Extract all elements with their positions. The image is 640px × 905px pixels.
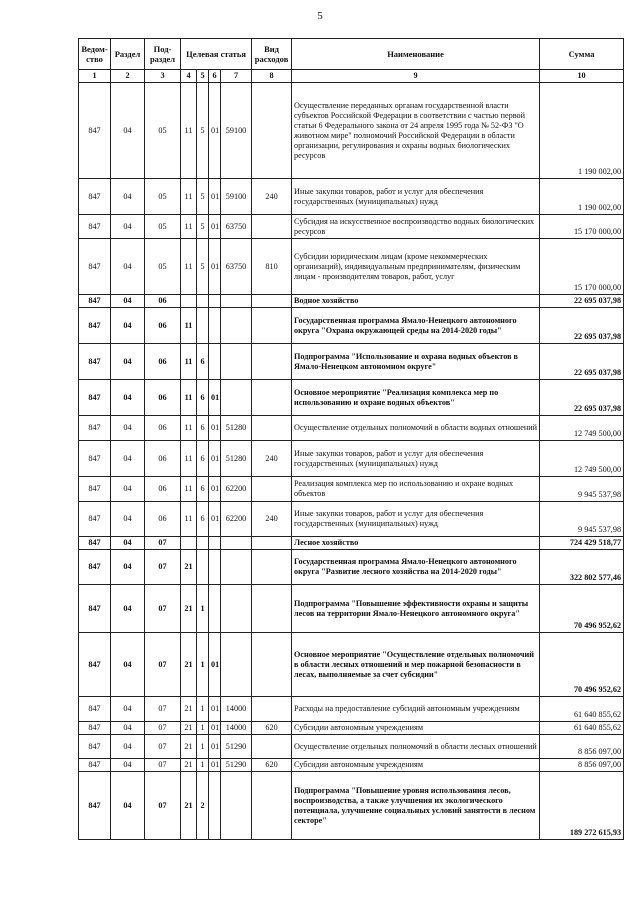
razdel-cell: 04 xyxy=(111,697,145,722)
program-code-cell: 21 xyxy=(181,550,197,585)
event-code-cell: 01 xyxy=(209,722,221,735)
podrazdel-cell: 06 xyxy=(145,502,181,537)
table-row xyxy=(79,416,624,441)
name-cell: Иные закупки товаров, работ и услуг для обеспечения государственных (муниципальных) нужд xyxy=(292,441,540,477)
subprogram-code-cell: 1 xyxy=(197,585,209,633)
expense-type-cell xyxy=(252,380,292,416)
program-code-cell xyxy=(181,295,197,308)
table-row xyxy=(79,722,624,735)
event-code-cell xyxy=(209,537,221,550)
direction-code-cell: 51280 xyxy=(221,416,252,441)
razdel-cell: 04 xyxy=(111,83,145,179)
program-code-cell: 21 xyxy=(181,722,197,735)
name-cell: Подпрограмма "Повышение эффективности охраны и защиты лесов на территории Ямало-Ненецкого автономного округа" xyxy=(292,585,540,633)
header-summa: Сумма xyxy=(540,39,624,70)
direction-code-cell: 51290 xyxy=(221,735,252,759)
name-cell: Основное мероприятие "Осуществление отдельных полномочий в области лесных отношений и мер пожарной безопасности в лесах, выполняемые за счет субсидии" xyxy=(292,633,540,697)
column-number: 2 xyxy=(111,70,145,83)
program-code-cell: 11 xyxy=(181,215,197,239)
expense-type-cell xyxy=(252,633,292,697)
razdel-cell: 04 xyxy=(111,772,145,840)
program-code-cell: 11 xyxy=(181,502,197,537)
event-code-cell: 01 xyxy=(209,179,221,215)
subprogram-code-cell: 1 xyxy=(197,633,209,697)
subprogram-code-cell: 6 xyxy=(197,502,209,537)
name-cell: Реализация комплекса мер по использованию и охране водных объектов xyxy=(292,477,540,502)
razdel-cell: 04 xyxy=(111,344,145,380)
table-row xyxy=(79,380,624,416)
razdel-cell: 04 xyxy=(111,722,145,735)
subprogram-code-cell: 5 xyxy=(197,239,209,295)
event-code-cell: 01 xyxy=(209,239,221,295)
amount-cell: 70 496 952,62 xyxy=(540,633,624,697)
podrazdel-cell: 07 xyxy=(145,697,181,722)
vedomstvo-cell: 847 xyxy=(79,759,111,772)
event-code-cell: 01 xyxy=(209,380,221,416)
event-code-cell: 01 xyxy=(209,477,221,502)
razdel-cell: 04 xyxy=(111,550,145,585)
subprogram-code-cell xyxy=(197,550,209,585)
event-code-cell: 01 xyxy=(209,83,221,179)
amount-cell: 22 695 037,98 xyxy=(540,344,624,380)
expense-type-cell: 240 xyxy=(252,502,292,537)
name-cell: Водное хозяйство xyxy=(292,295,540,308)
event-code-cell xyxy=(209,344,221,380)
event-code-cell: 01 xyxy=(209,502,221,537)
table-row xyxy=(79,633,624,697)
subprogram-code-cell: 1 xyxy=(197,735,209,759)
program-code-cell: 11 xyxy=(181,239,197,295)
podrazdel-cell: 05 xyxy=(145,83,181,179)
podrazdel-cell: 06 xyxy=(145,441,181,477)
amount-cell: 1 190 002,00 xyxy=(540,179,624,215)
subprogram-code-cell: 5 xyxy=(197,215,209,239)
subprogram-code-cell xyxy=(197,308,209,344)
amount-cell: 22 695 037,98 xyxy=(540,308,624,344)
expense-type-cell xyxy=(252,215,292,239)
subprogram-code-cell: 6 xyxy=(197,344,209,380)
podrazdel-cell: 07 xyxy=(145,735,181,759)
name-cell: Субсидии автономным учреждениям xyxy=(292,759,540,772)
event-code-cell: 01 xyxy=(209,697,221,722)
amount-cell: 22 695 037,98 xyxy=(540,380,624,416)
vedomstvo-cell: 847 xyxy=(79,441,111,477)
column-number: 8 xyxy=(252,70,292,83)
event-code-cell xyxy=(209,550,221,585)
header-razdel: Раздел xyxy=(111,39,145,70)
podrazdel-cell: 07 xyxy=(145,585,181,633)
podrazdel-cell: 07 xyxy=(145,633,181,697)
program-code-cell: 11 xyxy=(181,441,197,477)
name-cell: Подпрограмма "Повышение уровня использования лесов, воспроизводства, а также улучшения их экологического потенциала, улучшение социальных условий занятости в лесном секторе" xyxy=(292,772,540,840)
program-code-cell: 11 xyxy=(181,179,197,215)
expense-type-cell xyxy=(252,344,292,380)
vedomstvo-cell: 847 xyxy=(79,722,111,735)
table-row xyxy=(79,477,624,502)
subprogram-code-cell: 6 xyxy=(197,441,209,477)
podrazdel-cell: 06 xyxy=(145,344,181,380)
name-cell: Субсидии автономным учреждениям xyxy=(292,722,540,735)
podrazdel-cell: 06 xyxy=(145,416,181,441)
subprogram-code-cell: 2 xyxy=(197,772,209,840)
name-cell: Подпрограмма "Использование и охрана водных объектов в Ямало-Ненецком автономном округе" xyxy=(292,344,540,380)
table-row xyxy=(79,537,624,550)
expense-type-cell: 240 xyxy=(252,441,292,477)
program-code-cell: 11 xyxy=(181,380,197,416)
table-row xyxy=(79,179,624,215)
direction-code-cell: 59100 xyxy=(221,179,252,215)
expense-type-cell xyxy=(252,772,292,840)
vedomstvo-cell: 847 xyxy=(79,308,111,344)
subprogram-code-cell: 1 xyxy=(197,759,209,772)
expense-type-cell: 620 xyxy=(252,759,292,772)
direction-code-cell: 62200 xyxy=(221,502,252,537)
razdel-cell: 04 xyxy=(111,441,145,477)
amount-cell: 189 272 615,93 xyxy=(540,772,624,840)
direction-code-cell: 14000 xyxy=(221,697,252,722)
table-row xyxy=(79,215,624,239)
vedomstvo-cell: 847 xyxy=(79,239,111,295)
event-code-cell xyxy=(209,772,221,840)
subprogram-code-cell xyxy=(197,537,209,550)
expense-type-cell xyxy=(252,537,292,550)
program-code-cell: 11 xyxy=(181,344,197,380)
table-row xyxy=(79,239,624,295)
name-cell: Субсидии юридическим лицам (кроме некоммерческих организаций), индивидуальным предпринимателям, физическим лицам - производителям товаров, работ, услуг xyxy=(292,239,540,295)
program-code-cell: 21 xyxy=(181,633,197,697)
program-code-cell: 21 xyxy=(181,585,197,633)
header-vedomstvo: Ведом-ство xyxy=(79,39,111,70)
razdel-cell: 04 xyxy=(111,380,145,416)
column-number: 3 xyxy=(145,70,181,83)
vedomstvo-cell: 847 xyxy=(79,772,111,840)
subprogram-code-cell: 6 xyxy=(197,477,209,502)
direction-code-cell xyxy=(221,380,252,416)
direction-code-cell: 51280 xyxy=(221,441,252,477)
event-code-cell xyxy=(209,295,221,308)
subprogram-code-cell: 5 xyxy=(197,179,209,215)
razdel-cell: 04 xyxy=(111,308,145,344)
vedomstvo-cell: 847 xyxy=(79,585,111,633)
vedomstvo-cell: 847 xyxy=(79,380,111,416)
podrazdel-cell: 05 xyxy=(145,215,181,239)
podrazdel-cell: 05 xyxy=(145,239,181,295)
podrazdel-cell: 07 xyxy=(145,537,181,550)
amount-cell: 8 856 097,00 xyxy=(540,735,624,759)
name-cell: Иные закупки товаров, работ и услуг для обеспечения государственных (муниципальных) нужд xyxy=(292,179,540,215)
column-number: 10 xyxy=(540,70,624,83)
column-number-row xyxy=(79,70,624,83)
name-cell: Государственная программа Ямало-Ненецкого автономного округа "Охрана окружающей среды на 2014-2020 годы" xyxy=(292,308,540,344)
event-code-cell xyxy=(209,308,221,344)
direction-code-cell: 62200 xyxy=(221,477,252,502)
table-row xyxy=(79,83,624,179)
direction-code-cell xyxy=(221,537,252,550)
podrazdel-cell: 05 xyxy=(145,179,181,215)
program-code-cell: 11 xyxy=(181,477,197,502)
expense-type-cell xyxy=(252,585,292,633)
header-naimenovanie: Наименование xyxy=(292,39,540,70)
name-cell: Государственная программа Ямало-Ненецкого автономного округа "Развитие лесного хозяйства на 2014-2020 годы" xyxy=(292,550,540,585)
direction-code-cell: 59100 xyxy=(221,83,252,179)
event-code-cell: 01 xyxy=(209,441,221,477)
column-number: 6 xyxy=(209,70,221,83)
amount-cell: 12 749 500,00 xyxy=(540,441,624,477)
amount-cell: 15 170 000,00 xyxy=(540,239,624,295)
expense-type-cell xyxy=(252,83,292,179)
razdel-cell: 04 xyxy=(111,416,145,441)
amount-cell: 724 429 518,77 xyxy=(540,537,624,550)
vedomstvo-cell: 847 xyxy=(79,179,111,215)
table-row xyxy=(79,502,624,537)
table-row xyxy=(79,308,624,344)
name-cell: Основное мероприятие "Реализация комплекса мер по использованию и охране водных объектов" xyxy=(292,380,540,416)
table-row xyxy=(79,295,624,308)
amount-cell: 9 945 537,98 xyxy=(540,502,624,537)
vedomstvo-cell: 847 xyxy=(79,735,111,759)
column-number: 4 xyxy=(181,70,197,83)
direction-code-cell: 63750 xyxy=(221,215,252,239)
expense-type-cell xyxy=(252,477,292,502)
vedomstvo-cell: 847 xyxy=(79,502,111,537)
name-cell: Осуществление отдельных полномочий в области водных отношений xyxy=(292,416,540,441)
direction-code-cell xyxy=(221,550,252,585)
direction-code-cell: 51290 xyxy=(221,759,252,772)
table-row xyxy=(79,759,624,772)
budget-table xyxy=(78,38,624,840)
table-row xyxy=(79,697,624,722)
razdel-cell: 04 xyxy=(111,215,145,239)
podrazdel-cell: 06 xyxy=(145,477,181,502)
amount-cell: 8 856 097,00 xyxy=(540,759,624,772)
subprogram-code-cell xyxy=(197,295,209,308)
header-podrazdel: Под-раздел xyxy=(145,39,181,70)
name-cell: Осуществление отдельных полномочий в области лесных отношений xyxy=(292,735,540,759)
expense-type-cell: 240 xyxy=(252,179,292,215)
podrazdel-cell: 07 xyxy=(145,722,181,735)
amount-cell: 12 749 500,00 xyxy=(540,416,624,441)
amount-cell: 1 190 002,00 xyxy=(540,83,624,179)
vedomstvo-cell: 847 xyxy=(79,416,111,441)
expense-type-cell: 810 xyxy=(252,239,292,295)
razdel-cell: 04 xyxy=(111,633,145,697)
vedomstvo-cell: 847 xyxy=(79,697,111,722)
razdel-cell: 04 xyxy=(111,537,145,550)
program-code-cell: 21 xyxy=(181,735,197,759)
table-row xyxy=(79,772,624,840)
subprogram-code-cell: 6 xyxy=(197,416,209,441)
subprogram-code-cell: 6 xyxy=(197,380,209,416)
direction-code-cell: 63750 xyxy=(221,239,252,295)
header-row xyxy=(79,39,624,70)
amount-cell: 22 695 037,98 xyxy=(540,295,624,308)
vedomstvo-cell: 847 xyxy=(79,344,111,380)
direction-code-cell xyxy=(221,295,252,308)
program-code-cell: 21 xyxy=(181,772,197,840)
program-code-cell xyxy=(181,537,197,550)
program-code-cell: 11 xyxy=(181,83,197,179)
program-code-cell: 21 xyxy=(181,759,197,772)
column-number: 7 xyxy=(221,70,252,83)
podrazdel-cell: 06 xyxy=(145,308,181,344)
event-code-cell: 01 xyxy=(209,735,221,759)
vedomstvo-cell: 847 xyxy=(79,537,111,550)
podrazdel-cell: 07 xyxy=(145,759,181,772)
razdel-cell: 04 xyxy=(111,735,145,759)
razdel-cell: 04 xyxy=(111,477,145,502)
page-number: 5 xyxy=(317,10,323,22)
table-body xyxy=(79,83,624,840)
name-cell: Расходы на предоставление субсидий автономным учреждениям xyxy=(292,697,540,722)
table-row xyxy=(79,441,624,477)
razdel-cell: 04 xyxy=(111,239,145,295)
expense-type-cell xyxy=(252,697,292,722)
column-number: 9 xyxy=(292,70,540,83)
program-code-cell: 11 xyxy=(181,416,197,441)
vedomstvo-cell: 847 xyxy=(79,550,111,585)
razdel-cell: 04 xyxy=(111,759,145,772)
amount-cell: 15 170 000,00 xyxy=(540,215,624,239)
amount-cell: 9 945 537,98 xyxy=(540,477,624,502)
table-row xyxy=(79,344,624,380)
razdel-cell: 04 xyxy=(111,295,145,308)
subprogram-code-cell: 1 xyxy=(197,722,209,735)
table-row xyxy=(79,735,624,759)
event-code-cell: 01 xyxy=(209,215,221,239)
razdel-cell: 04 xyxy=(111,585,145,633)
direction-code-cell xyxy=(221,308,252,344)
razdel-cell: 04 xyxy=(111,179,145,215)
header-vid-raskhodov: Вид расходов xyxy=(252,39,292,70)
podrazdel-cell: 06 xyxy=(145,295,181,308)
subprogram-code-cell: 1 xyxy=(197,697,209,722)
direction-code-cell xyxy=(221,633,252,697)
vedomstvo-cell: 847 xyxy=(79,633,111,697)
expense-type-cell xyxy=(252,416,292,441)
header-tselevaya-statya: Целевая статья xyxy=(181,39,252,70)
name-cell: Субсидия на искусственное воспроизводство водных биологических ресурсов xyxy=(292,215,540,239)
program-code-cell: 21 xyxy=(181,697,197,722)
expense-type-cell xyxy=(252,735,292,759)
podrazdel-cell: 06 xyxy=(145,380,181,416)
name-cell: Осуществление переданных органам государственной власти субъектов Российской Федерации в соответствии с частью первой статьи 6 Федерального закона от 24 апреля 1995 года № 52-ФЗ "О животном мире" полномочий Российской Федерации в области организации, регулирования и охраны водных биологических ресурсов xyxy=(292,83,540,179)
expense-type-cell xyxy=(252,295,292,308)
event-code-cell: 01 xyxy=(209,633,221,697)
event-code-cell: 01 xyxy=(209,416,221,441)
vedomstvo-cell: 847 xyxy=(79,83,111,179)
amount-cell: 61 640 855,62 xyxy=(540,722,624,735)
expense-type-cell xyxy=(252,308,292,344)
name-cell: Лесное хозяйство xyxy=(292,537,540,550)
podrazdel-cell: 07 xyxy=(145,772,181,840)
podrazdel-cell: 07 xyxy=(145,550,181,585)
column-number: 1 xyxy=(79,70,111,83)
direction-code-cell xyxy=(221,344,252,380)
vedomstvo-cell: 847 xyxy=(79,295,111,308)
vedomstvo-cell: 847 xyxy=(79,477,111,502)
expense-type-cell xyxy=(252,550,292,585)
direction-code-cell xyxy=(221,772,252,840)
event-code-cell xyxy=(209,585,221,633)
amount-cell: 61 640 855,62 xyxy=(540,697,624,722)
column-number: 5 xyxy=(197,70,209,83)
table-row xyxy=(79,550,624,585)
direction-code-cell: 14000 xyxy=(221,722,252,735)
subprogram-code-cell: 5 xyxy=(197,83,209,179)
expense-type-cell: 620 xyxy=(252,722,292,735)
direction-code-cell xyxy=(221,585,252,633)
amount-cell: 70 496 952,62 xyxy=(540,585,624,633)
event-code-cell: 01 xyxy=(209,759,221,772)
razdel-cell: 04 xyxy=(111,502,145,537)
vedomstvo-cell: 847 xyxy=(79,215,111,239)
name-cell: Иные закупки товаров, работ и услуг для обеспечения государственных (муниципальных) нужд xyxy=(292,502,540,537)
program-code-cell: 11 xyxy=(181,308,197,344)
amount-cell: 322 802 577,46 xyxy=(540,550,624,585)
table-row xyxy=(79,585,624,633)
